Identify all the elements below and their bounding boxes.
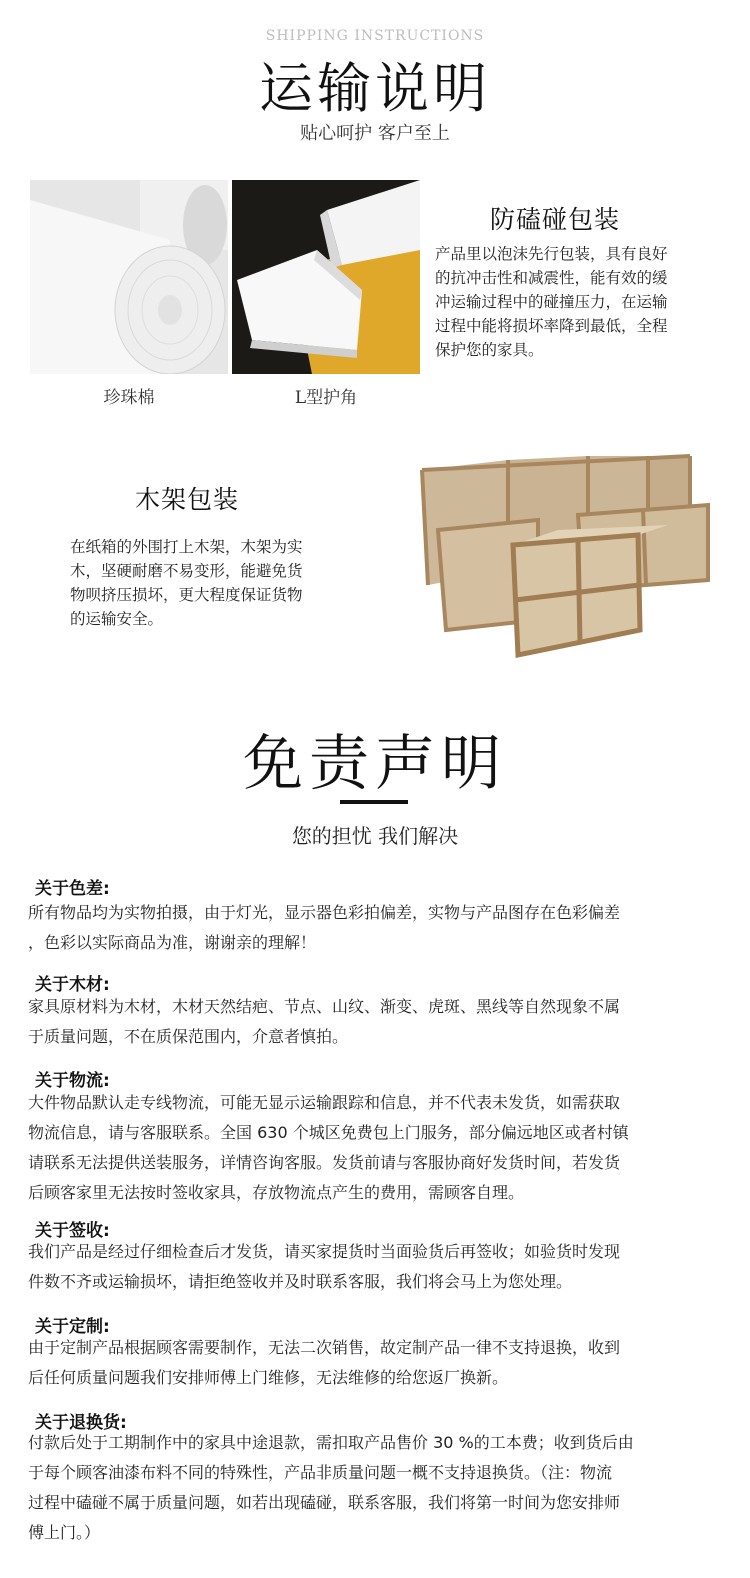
l-corner-protector-photo [232,180,420,374]
shipping-instructions-subtitle: SHIPPING INSTRUCTIONS [265,28,485,44]
pearl-cotton-photo [30,180,228,374]
wood-crate-description: 在纸箱的外围打上木架，木架为实 木，坚硬耐磨不易变形，能避免货 物呗挤压损坏，更大程度保证货物 的运输安全。 [70,538,303,628]
photo-caption: L型护角 [294,388,358,408]
returns-heading: 关于退换货: [35,1413,127,1433]
wood-material-text: 家具原材料为木材，木材天然结疤、节点、山纹、渐变、虎斑、黑线等自然现象不属 于质量问题，不在质保范围内，介意者慎拍。 [28,997,621,1046]
header-tagline: 贴心呵护 客户至上 [300,123,450,144]
returns-text: 付款后处于工期制作中的家具中途退款，需扣取产品售价 30 %的工本费；收到货后由 于每个顾客油漆布料不同的特殊性，产品非质量问题一概不支持退换货。（注：物流 过程中磕碰不属于质量问题，如若出现磕碰，联系客服，我们将第一时间为您安排师 傅上门。） [28,1433,634,1542]
logistics-text: 大件物品默认走专线物流，可能无显示运输跟踪和信息，并不代表未发货，如需获取 物流信息，请与客服联系。全国 630 个城区免费包上门服务，部分偏远地区或者村镇 请联系无法提供送装服务，详情咨询客服。发货前请与客服协商好发货时间，若发货 后顾客家里无法按时签收家具，存放物流点产生的费用，需顾客自理。 [28,1093,629,1202]
wood-material-heading: 关于木材: [35,975,110,995]
foam-packaging-heading: 防磕碰包装 [490,205,621,234]
color-difference-heading: 关于色差: [35,879,110,899]
wooden-crate-photo [418,450,718,665]
logistics-heading: 关于物流: [35,1071,110,1091]
title-underline [340,800,408,804]
receipt-heading: 关于签收: [35,1221,110,1241]
page-title: 运输说明 [259,57,491,120]
receipt-text: 我们产品是经过仔细检查后才发货，请买家提货时当面验货后再签收；如验货时发现 件数不齐或运输损坏，请拒绝签收并及时联系客服，我们将会马上为您处理。 [28,1242,621,1291]
customization-text: 由于定制产品根据顾客需要制作，无法二次销售，故定制产品一律不支持退换，收到 后任何质量问题我们安排师傅上门维修，无法维修的给您返厂换新。 [28,1338,621,1387]
photo-caption: 珍珠棉 [103,388,155,408]
color-difference-text: 所有物品均为实物拍摄，由于灯光，显示器色彩拍偏差，实物与产品图存在色彩偏差 ，色彩以实际商品为准，谢谢亲的理解！ [28,903,621,952]
disclaimer-tagline: 您的担忧 我们解决 [291,824,459,848]
disclaimer-title: 免责声明 [243,729,507,799]
foam-packaging-description: 产品里以泡沫先行包装，具有良好 的抗冲击性和减震性，能有效的缓 冲运输过程中的碰撞压力，在运输 过程中能将损坏率降到最低，全程 保护您的家具。 [435,245,668,359]
wood-crate-heading: 木架包装 [135,485,240,514]
customization-heading: 关于定制: [35,1317,110,1337]
